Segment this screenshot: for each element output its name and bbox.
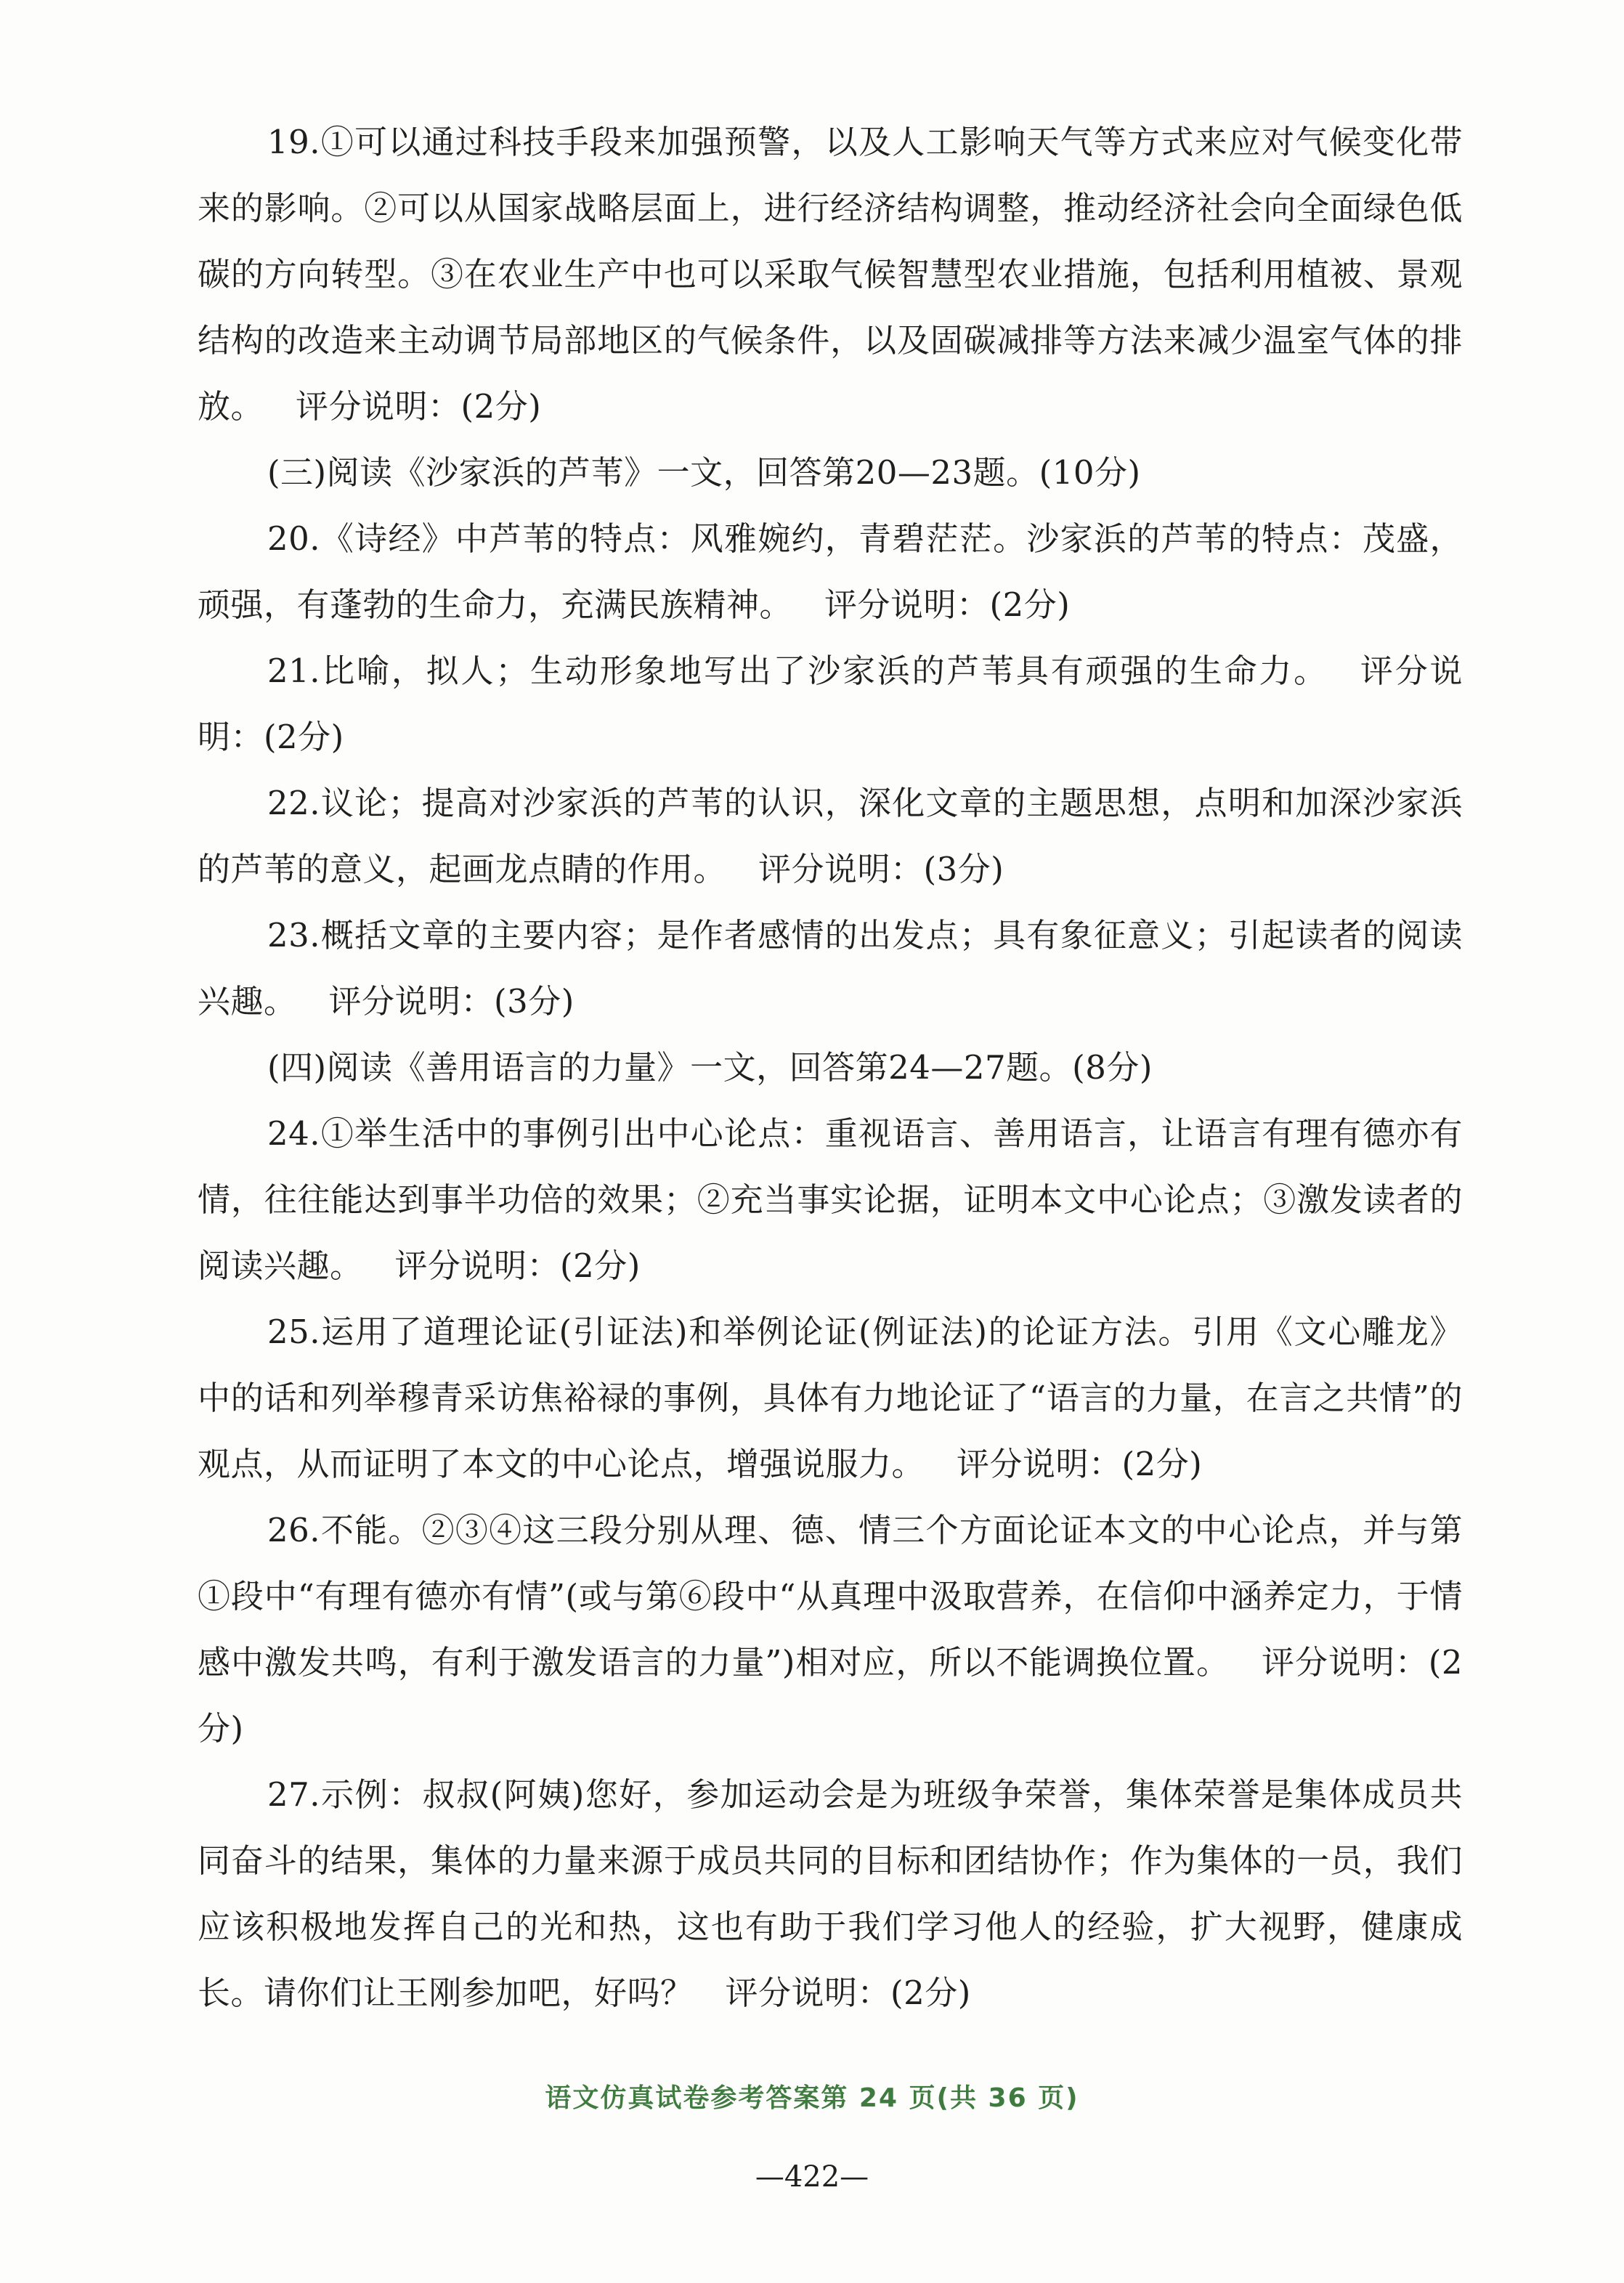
answer-text: 24.①举生活中的事例引出中心论点：重视语言、善用语言，让语言有理有德亦有情，往往能达到事半功倍的效果；②充当事实论据，证明本文中心论点；③激发读者的阅读兴趣。	[198, 1114, 1463, 1285]
answer-text: 19.①可以通过科技手段来加强预警，以及人工影响天气等方式来应对气候变化带来的影响。②可以从国家战略层面上，进行经济结构调整，推动经济社会向全面绿色低碳的方向转型。③在农业生产中也可以采取气候智慧型农业措施，包括利用植被、景观结构的改造来主动调节局部地区的气候条件，以及固碳减排等方法来减少温室气体的排放。	[198, 123, 1463, 426]
scoring-note: 评分说明：(2分)	[198, 1643, 1463, 1748]
answer-text: 27.示例：叔叔(阿姨)您好，参加运动会是为班级争荣誉，集体荣誉是集体成员共同奋斗的结果，集体的力量来源于成员共同的目标和团结协作；作为集体的一员，我们应该积极地发挥自己的光和热，这也有助于我们学习他人的经验，扩大视野，健康成长。请你们让王刚参加吧，好吗？	[198, 1775, 1463, 2012]
answer-25	[198, 1299, 1463, 1497]
answer-23	[198, 902, 1463, 1034]
answer-text: 22.议论；提高对沙家浜的芦苇的认识，深化文章的主题思想，点明和加深沙家浜的芦苇的意义，起画龙点睛的作用。	[198, 784, 1463, 888]
scoring-note: 评分说明：(2分)	[394, 1246, 641, 1285]
answer-text: 21.比喻，拟人；生动形象地写出了沙家浜的芦苇具有顽强的生命力。	[267, 652, 1328, 690]
answer-text: 26.不能。②③④这三段分别从理、德、情三个方面论证本文的中心论点，并与第①段中“有理有德亦有情”(或与第⑥段中“从真理中汲取营养，在信仰中涵养定力，于情感中激发共鸣，有利于激发语言的力量”)相对应，所以不能调换位置。	[198, 1511, 1463, 1682]
scoring-note: 评分说明：(3分)	[328, 982, 575, 1021]
scoring-note: 评分说明：(2分)	[296, 387, 542, 426]
answer-26	[198, 1497, 1463, 1761]
footer-caption: 语文仿真试卷参考答案第 24 页(共 36 页)	[545, 2083, 1079, 2113]
answer-content	[198, 109, 1463, 2026]
scoring-note: 评分说明：(2分)	[957, 1445, 1203, 1483]
section-heading-3: (三)阅读《沙家浜的芦苇》一文，回答第20—23题。(10分)	[267, 453, 1141, 492]
answer-27	[198, 1761, 1463, 2026]
answer-text: 23.概括文章的主要内容；是作者感情的出发点；具有象征意义；引起读者的阅读兴趣。	[198, 916, 1463, 1021]
answer-21	[198, 638, 1463, 770]
answer-19	[198, 109, 1463, 439]
answer-20	[198, 506, 1463, 638]
scoring-note: 评分说明：(2分)	[824, 585, 1071, 624]
scoring-note: 评分说明：(3分)	[758, 850, 1004, 888]
section-heading-4: (四)阅读《善用语言的力量》一文，回答第24—27题。(8分)	[267, 1048, 1153, 1087]
scoring-note: 评分说明：(2分)	[198, 652, 1463, 756]
answer-24	[198, 1100, 1463, 1299]
answer-22	[198, 770, 1463, 902]
answer-text: 20.《诗经》中芦苇的特点：风雅婉约，青碧茫茫。沙家浜的芦苇的特点：茂盛，顽强，有蓬勃的生命力，充满民族精神。	[198, 519, 1463, 624]
answer-text: 25.运用了道理论证(引证法)和举例论证(例证法)的论证方法。引用《文心雕龙》中的话和列举穆青采访焦裕禄的事例，具体有力地论证了“语言的力量，在言之共情”的观点，从而证明了本文的中心论点，增强说服力。	[198, 1313, 1463, 1483]
scoring-note: 评分说明：(2分)	[725, 1974, 971, 2012]
page-number: —422—	[755, 2160, 869, 2194]
